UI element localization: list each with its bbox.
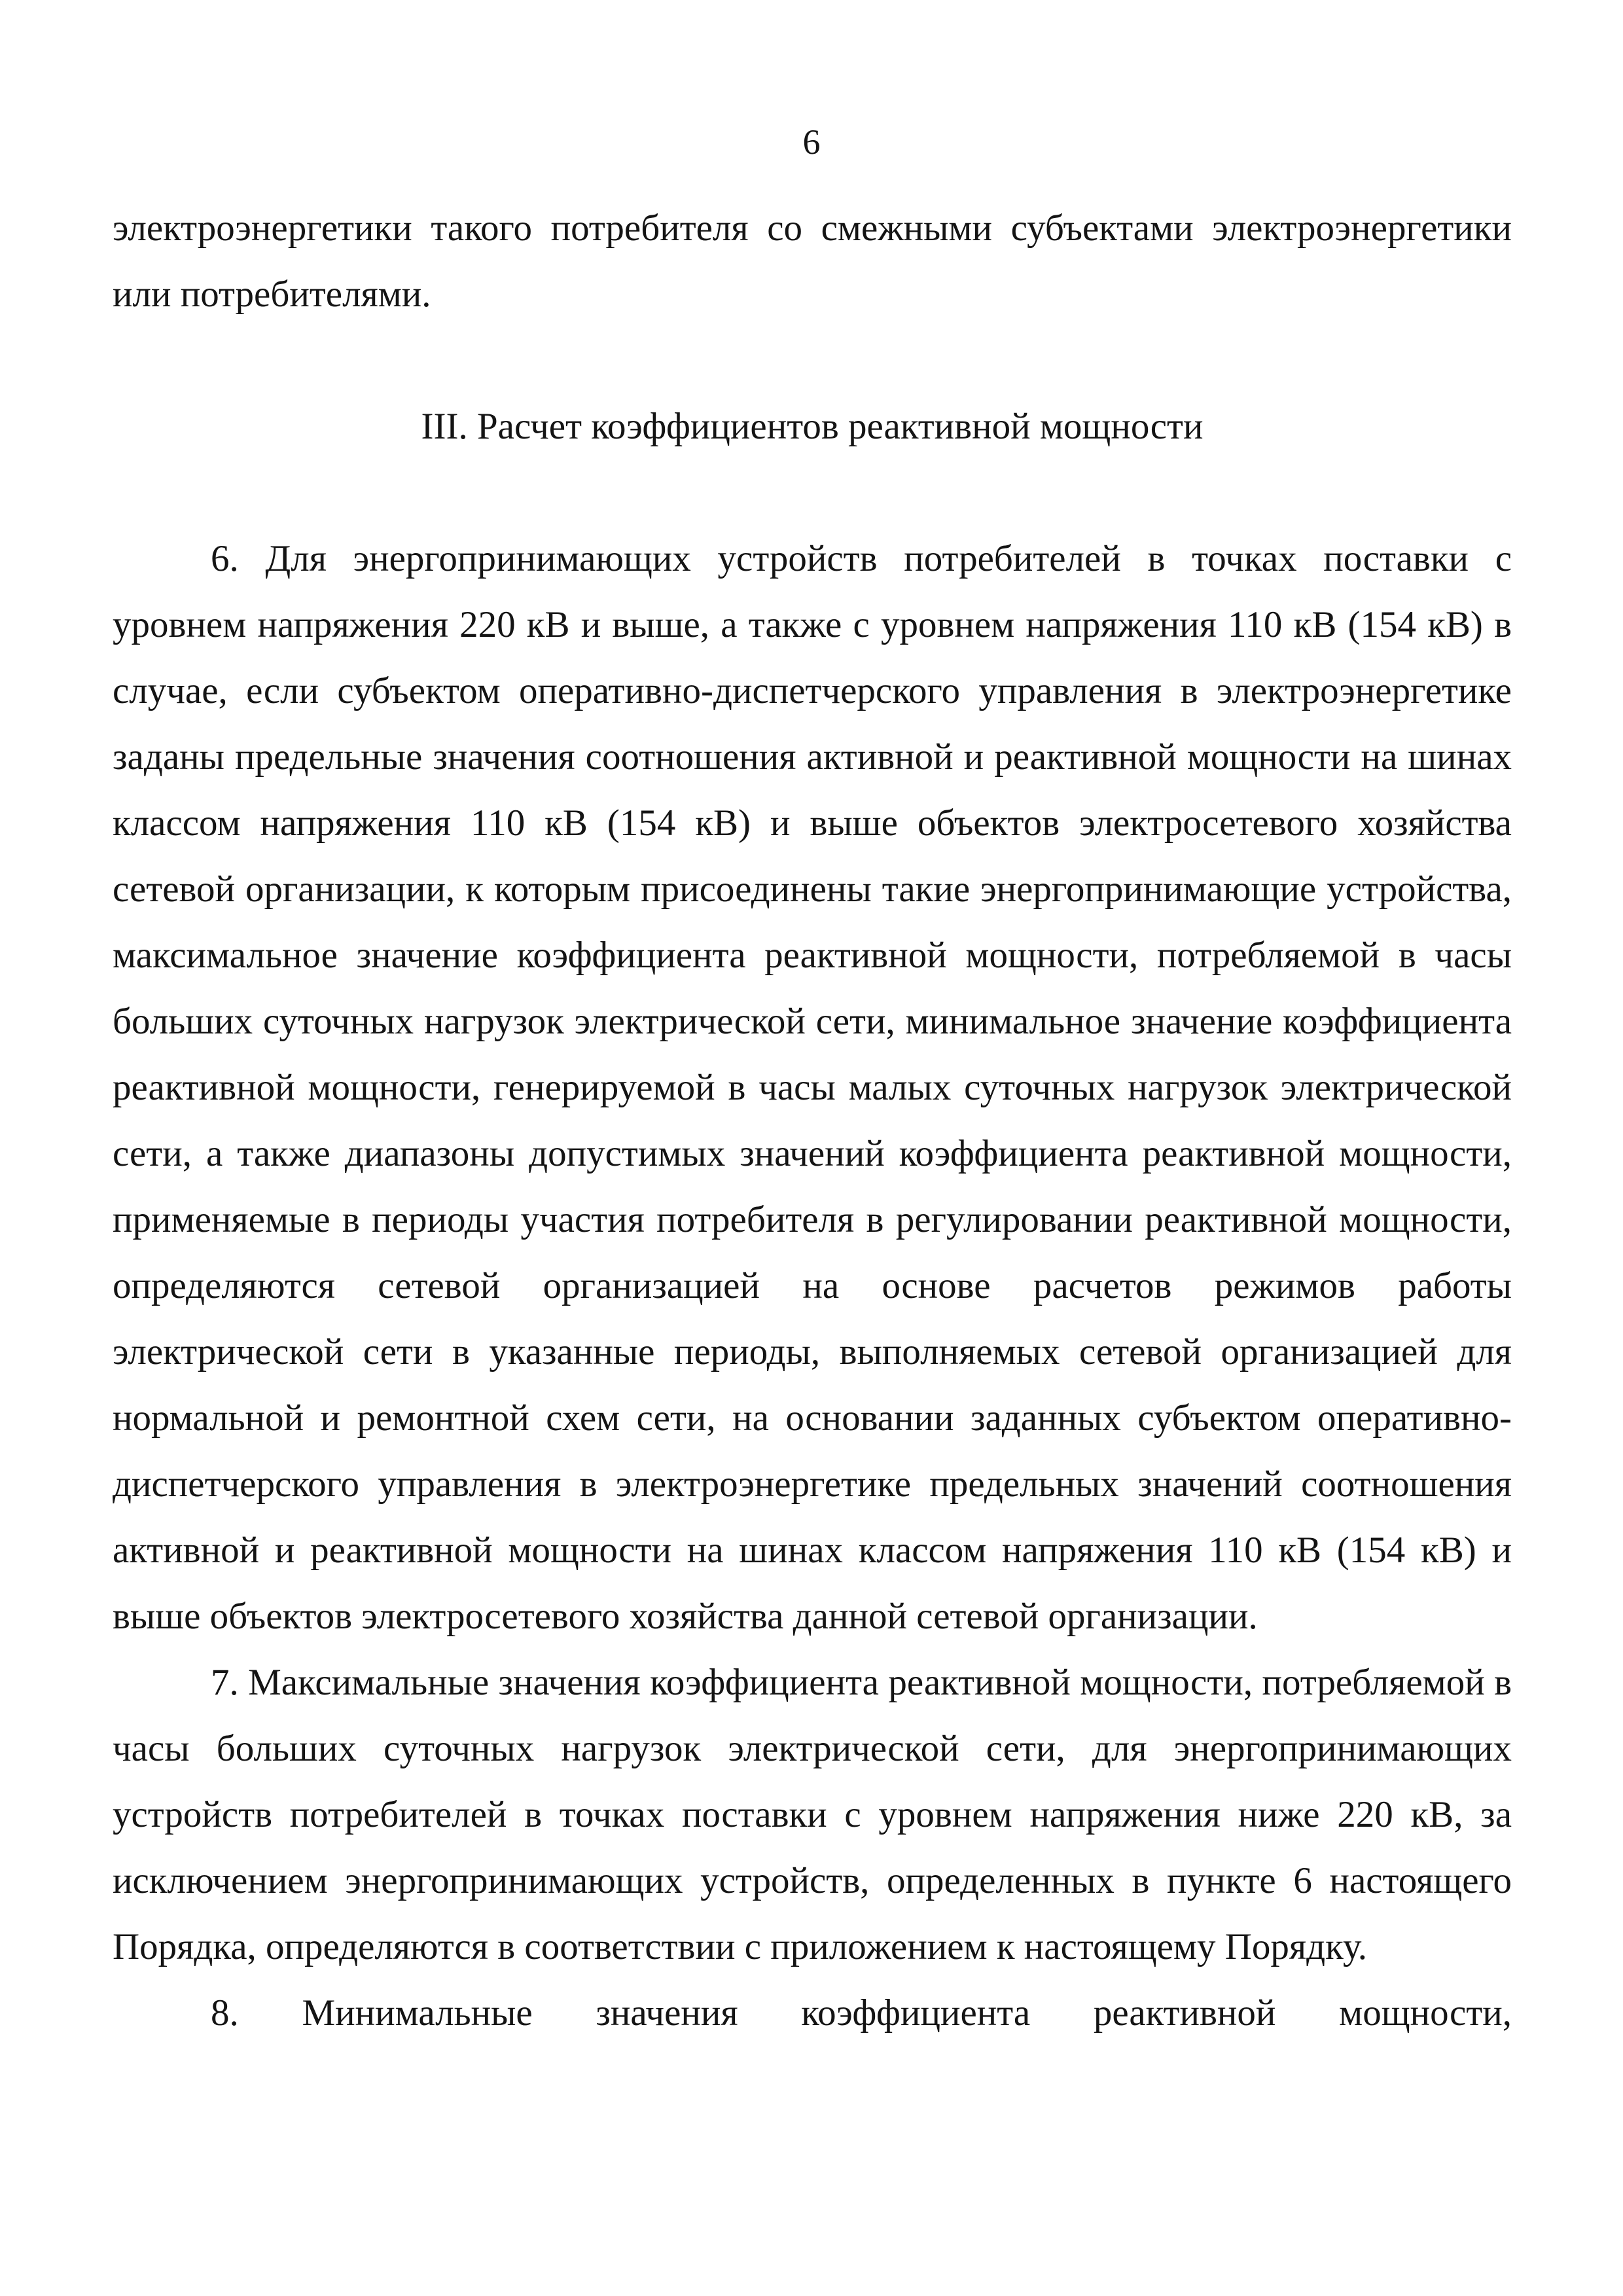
section-heading: III. Расчет коэффициентов реактивной мощности [421,406,1204,447]
paragraph-8: 8. Минимальные значения коэффициента реактивной мощности, [211,1992,1512,2034]
paragraph-7: 7. Максимальные значения коэффициента реактивной мощности, потребляемой в часы больших суточных нагрузок электрической сети, для энергопринимающих устройств потребителей в точках поставки с уровнем напряжения ниже 220 кВ, за исключением энергопринимающих устройств, определенных в пункте 6 настоящего Порядка, определяются в соответствии с приложением к настоящему Порядку. [113,1662,1512,1967]
page-number: 6 [802,122,821,162]
document-body [113,195,1512,2046]
intro-paragraph: электроэнергетики такого потребителя со смежными субъектами электроэнергетики или потребителями. [113,207,1512,315]
paragraph-6: 6. Для энергопринимающих устройств потребителей в точках поставки с уровнем напряжения 220 кВ и выше, а также с уровнем напряжения 110 кВ (154 кВ) в случае, если субъектом оперативно-диспетчерского управления в электроэнергетике заданы предельные значения соотношения активной и реактивной мощности на шинах классом напряжения 110 кВ (154 кВ) и выше объектов электросетевого хозяйства сетевой организации, к которым присоединены такие энергопринимающие устройства, максимальное значение коэффициента реактивной мощности, потребляемой в часы больших суточных нагрузок электрической сети, минимальное значение коэффициента реактивной мощности, генерируемой в часы малых суточных нагрузок электрической сети, а также диапазоны допустимых значений коэффициента реактивной мощности, применяемые в периоды участия потребителя в регулировании реактивной мощности, определяются сетевой организацией на основе расчетов режимов работы электрической сети в указанные периоды, выполняемых сетевой организацией для нормальной и ремонтной схем сети, на основании заданных субъектом оперативно-диспетчерского управления в электроэнергетике предельных значений соотношения активной и реактивной мощности на шинах классом напряжения 110 кВ (154 кВ) и выше объектов электросетевого хозяйства данной сетевой организации. [113,538,1512,1637]
